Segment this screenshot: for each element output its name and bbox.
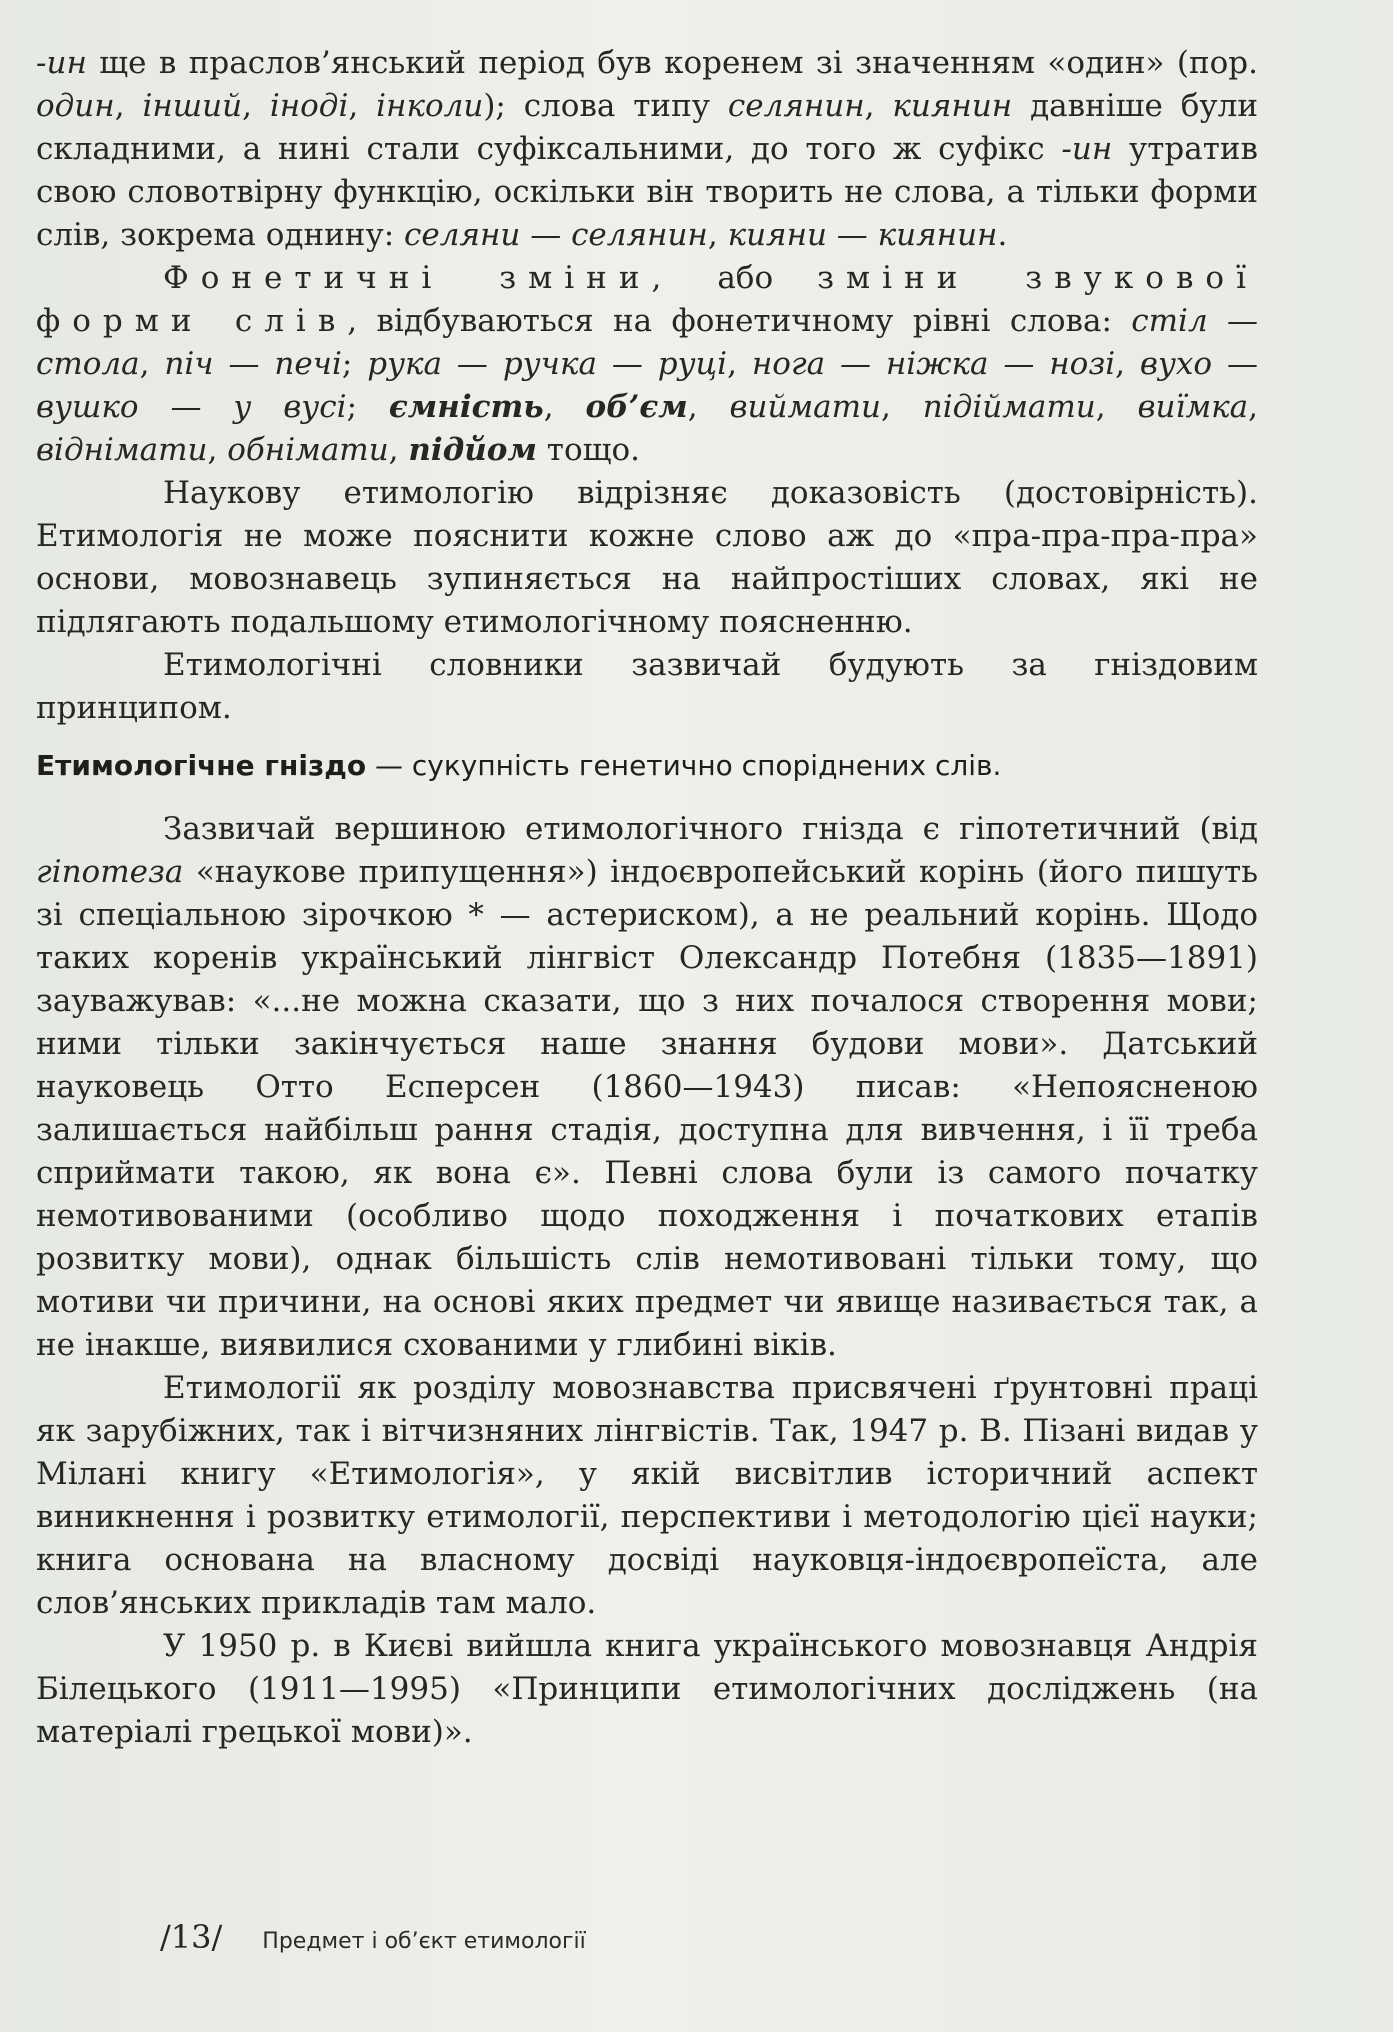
text-segment: , xyxy=(242,88,270,124)
text-segment: , xyxy=(1095,389,1138,425)
text-segment: виймати xyxy=(729,389,882,425)
text-segment: Зазвичай вершиною етимологічного гнізда є гіпотетичний (від xyxy=(163,811,1258,847)
text-segment: підіймати xyxy=(922,389,1096,425)
text-segment: селяни — селянин xyxy=(404,217,708,253)
text-segment: ще в праслов’янський період був коренем зі значенням «один» (пор. xyxy=(86,45,1258,81)
text-segment: ємність xyxy=(388,389,544,425)
definition-etymological-nest xyxy=(36,746,1258,786)
text-segment: -ин xyxy=(1061,131,1113,167)
text-segment: , xyxy=(114,88,143,124)
text-segment: Етимології як розділу мовознавства присвячені ґрунтовні праці як зарубіжних, так і вітчизняних лінгвістів. Так, 1947 р. В. Пізані видав у Мілані книгу «Етимологія», у якій висвітлив історичний аспект виникнення і розвитку етимології, перспективи і методологію цієї науки; книга основана на власному досвіді науковця-індоєвропеїста, але слов’янських прикладів там мало. xyxy=(36,1370,1258,1621)
text-segment: утратив свою словотвірну функцію, оскільки він творить не слова, а тільки форми слів, зокрема однину: xyxy=(36,131,1258,253)
text-segment: , xyxy=(727,346,752,382)
text-segment: , xyxy=(1115,346,1140,382)
text-segment: нога — ніжка — нозі xyxy=(751,346,1116,382)
text-segment: кияни — киянин xyxy=(727,217,998,253)
text-segment: , xyxy=(348,88,377,124)
paragraph-biletsky-book xyxy=(36,1625,1258,1754)
text-segment: інколи xyxy=(376,88,484,124)
text-segment: об’єм xyxy=(585,389,688,425)
text-segment: стіл — стола xyxy=(36,303,1258,382)
running-title: Предмет і об’єкт етимології xyxy=(262,1929,586,1954)
text-segment: Етимологічні словники зазвичай будують за гніздовим принципом. xyxy=(36,647,1258,726)
text-segment: , xyxy=(881,389,923,425)
text-segment: ; xyxy=(346,389,389,425)
text-segment: ); слова типу xyxy=(483,88,728,124)
text-segment: вухо — вушко — у вусі xyxy=(36,346,1258,425)
paragraph-phonetic-changes xyxy=(36,257,1258,472)
text-segment: один xyxy=(36,88,115,124)
definition-term: Етимологічне гніздо xyxy=(36,749,367,782)
paragraph-hypothetical-root xyxy=(36,808,1258,1367)
text-segment: віднімати xyxy=(36,432,208,468)
definition-text: — сукупність генетично споріднених слів. xyxy=(366,749,1002,782)
text-segment: тощо. xyxy=(536,432,640,468)
paragraph-dictionaries xyxy=(36,644,1258,730)
text-segment: , xyxy=(687,389,730,425)
text-segment: підйом xyxy=(408,432,537,468)
text-segment: рука — ручка — руці xyxy=(367,346,728,382)
text-segment: або xyxy=(673,260,818,296)
text-segment: киянин xyxy=(892,88,1013,124)
text-segment: , xyxy=(1248,389,1258,425)
text-segment: . xyxy=(997,217,1008,253)
text-segment: , xyxy=(864,88,893,124)
body-text xyxy=(36,42,1258,1754)
text-segment: , xyxy=(707,217,728,253)
text-segment: обнімати xyxy=(227,432,389,468)
page-footer xyxy=(160,1918,586,1956)
text-segment: Наукову етимологію відрізняє доказовість (достовірність). Етимологія не може пояснити кожне слово аж до «пра-пра-пра-пра» основи, мовознавець зупиняється на найпростіших словах, які не підлягають подальшому етимологічному поясненню. xyxy=(36,475,1258,640)
paragraph-suffix-in xyxy=(36,42,1258,257)
text-segment: гіпотеза xyxy=(36,854,184,890)
text-segment: «наукове припущення») індоєвропейський корінь (його пишуть зі спеціальною зірочкою * — астериском), а не реальний корінь. Щодо таких коренів український лінгвіст Олександр Потебня (1835—1891) зауважував: «...не можна сказати, що з них почалося створення мови; ними тільки закінчується наше знання будови мови». Датський науковець Отто Есперсен (1860—1943) писав: «Непоясненою залишається найбільш рання стадія, доступна для вивчення, і її треба сприймати такою, як вона є». Певні слова були із самого початку немотивованими (особливо щодо походження і початкових етапів розвитку мови), однак більшість слів немотивовані тільки тому, що мотиви чи причини, на основі яких предмет чи явище називається так, а не інакше, виявилися схованими у глибині віків. xyxy=(36,854,1258,1363)
text-segment: Фонетичні зміни, xyxy=(163,260,674,296)
text-segment: зміни звукової форми слів xyxy=(36,260,1258,339)
text-segment: інший xyxy=(142,88,243,124)
text-segment: виїмка xyxy=(1137,389,1249,425)
page-number: /13/ xyxy=(160,1918,223,1956)
text-segment: давніше були складними, а нині стали суфіксальними, до того ж суфікс xyxy=(36,88,1258,167)
text-segment: піч — печі xyxy=(164,346,342,382)
text-segment: , xyxy=(207,432,228,468)
paragraph-scientific-etymology xyxy=(36,472,1258,644)
text-segment: , xyxy=(388,432,409,468)
text-segment: селянин xyxy=(727,88,865,124)
text-segment: , xyxy=(139,346,165,382)
text-segment: ; xyxy=(341,346,368,382)
paragraph-etymology-works xyxy=(36,1367,1258,1625)
text-segment: -ин xyxy=(36,45,87,81)
text-segment: У 1950 р. в Києві вийшла книга українського мовознавця Андрія Білецького (1911—1995) «Принципи етимологічних досліджень (на матеріалі грецької мови)». xyxy=(36,1628,1258,1750)
text-segment: , xyxy=(543,389,586,425)
text-segment: іноді xyxy=(269,88,349,124)
text-segment: , відбуваються на фонетичному рівні слова: xyxy=(347,303,1132,339)
